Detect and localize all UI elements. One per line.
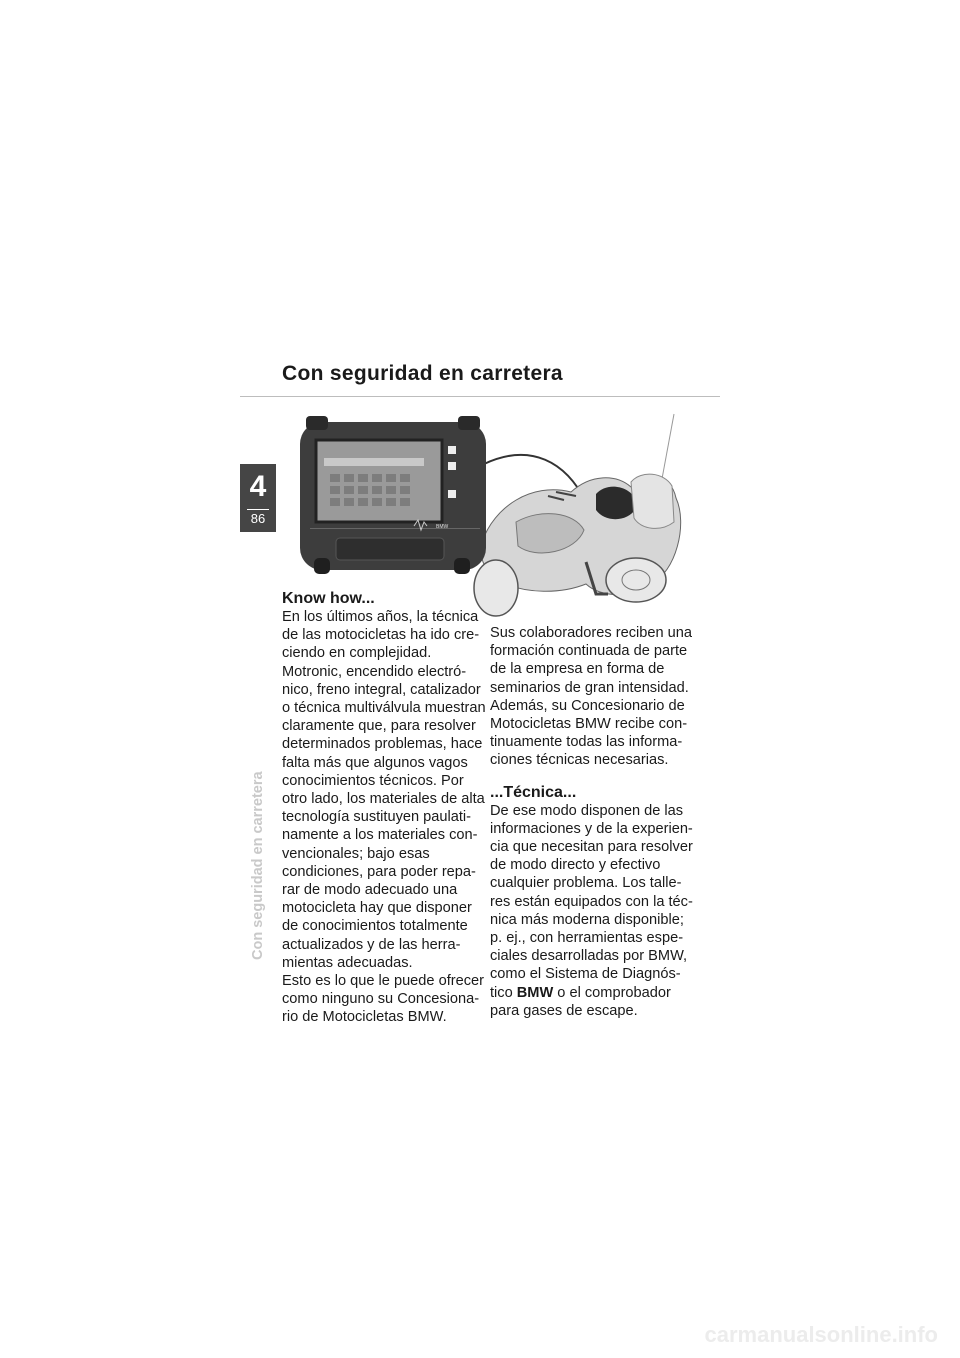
bmw-bold: BMW bbox=[516, 984, 554, 1001]
chapter-tab bbox=[240, 464, 276, 532]
text-know-how: En los últimos años, la técnica de las motocicletas ha ido cre- ciendo en complejidad. Motronic, encendido electró- nico, freno integral, catalizador o técnica multiválvula muestran claramente que, para resolver determinados problemas, hace falta más que algunos vagos conocimientos técnicos. Por otro lado, los materiales de alta tecnología sustituyen paulati- namente a los materiales con- vencionales; bajo esas condiciones, para poder repa- rar de modo adecuado una motocicleta hay que disponer de conocimientos totalmente actualizados y de las herra- mientas adecuadas. Esto es lo que le puede ofrecer como ninguno su Concesiona- rio de Motocicletas BMW. bbox=[282, 609, 486, 1026]
motorcycle-image bbox=[474, 474, 681, 616]
footer-watermark: carmanualsonline.info bbox=[704, 1322, 938, 1347]
diagnostic-illustration bbox=[286, 412, 720, 620]
chapter-number: 4 bbox=[249, 470, 267, 503]
page-number: 86 bbox=[250, 511, 266, 526]
column-left bbox=[282, 590, 488, 1027]
text-colaboradores: Sus colaboradores reciben una formación continuada de parte de la empresa en forma de seminarios de gran intensidad. Además, su Concesionario de Motocicletas BMW recibe con- tinuamente todas las informa- ciones técnicas necesarias. bbox=[490, 625, 693, 769]
column-right bbox=[490, 624, 696, 1020]
side-label bbox=[248, 555, 270, 960]
page-title: Con seguridad en carretera bbox=[282, 362, 563, 385]
text-tecnica: De ese modo disponen de las informaciones y de la experien- cia que necesitan para resolver de modo directo y efectivo cualquier problema. Los talle- res están equipados con la téc- nica más moderna disponible; p. ej., con herramientas espe- ciales desarrolladas por BMW, como el Sistema de Diagnós- tico BMW o el comprobador para gases de escape. bbox=[490, 802, 693, 1019]
diagnostic-device-image bbox=[300, 416, 486, 574]
chapter-divider bbox=[247, 509, 269, 510]
heading-know-how: Know how... bbox=[282, 590, 375, 607]
title-divider bbox=[240, 396, 720, 397]
heading-tecnica: ...Técnica... bbox=[490, 783, 577, 801]
device-logo: BMW bbox=[436, 524, 449, 530]
side-label-text: Con seguridad en carretera bbox=[250, 771, 266, 960]
